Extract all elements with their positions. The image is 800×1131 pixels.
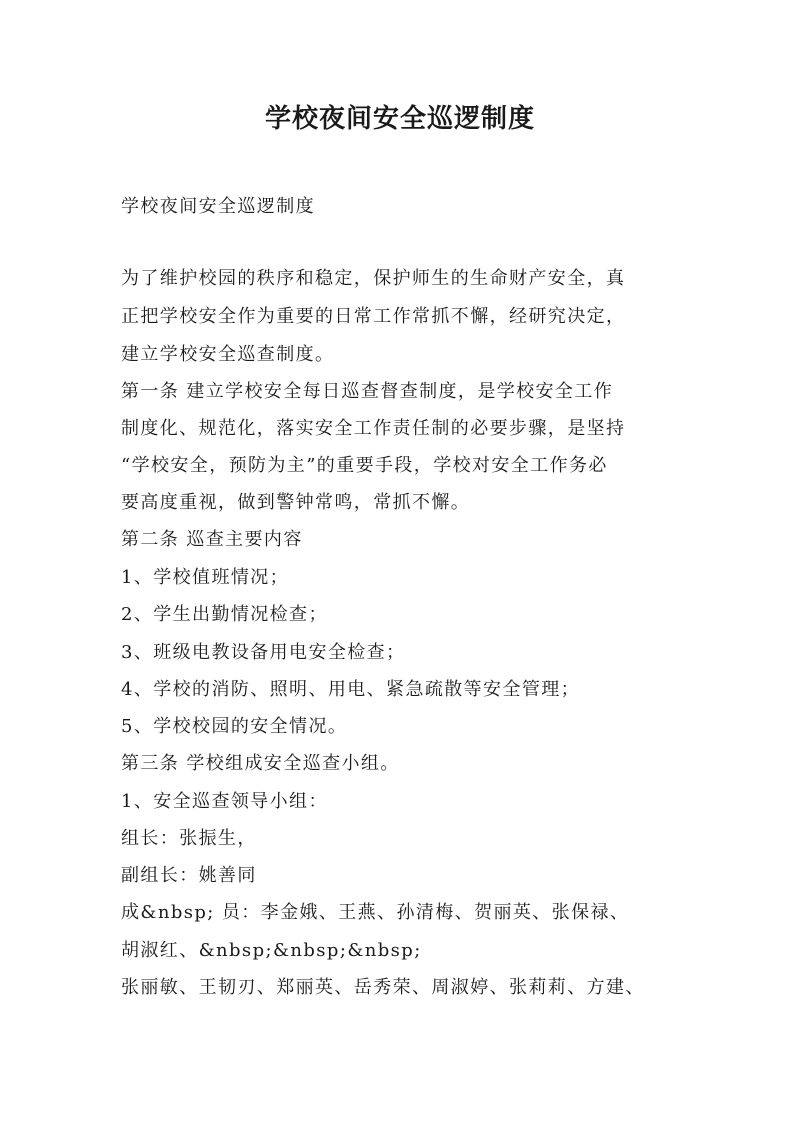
- body-line: 建立学校安全巡查制度。: [121, 344, 335, 365]
- body-line: 正把学校安全作为重要的日常工作常抓不懈，经研究决定，: [121, 306, 626, 327]
- body-line: 1、学校值班情况；: [121, 567, 290, 588]
- body-line: 4、学校的消防、照明、用电、紧急疏散等安全管理；: [121, 679, 581, 700]
- document-title: 学校夜间安全巡逻制度: [264, 104, 535, 134]
- body-line: 为了维护校园的秩序和稳定，保护师生的生命财产安全，真: [121, 268, 626, 289]
- body-line: “学校安全，预防为主”的重要手段，学校对安全工作务必: [121, 455, 608, 476]
- document-subtitle: 学校夜间安全巡逻制度: [121, 196, 315, 217]
- body-line: 胡淑红、&nbsp;&nbsp;&nbsp;: [121, 940, 422, 961]
- body-line: 张丽敏、王韧刃、郑丽英、岳秀荣、周淑婷、张莉莉、方建、: [121, 977, 645, 998]
- body-line: 5、学校校园的安全情况。: [121, 716, 348, 737]
- body-line: 要高度重视，做到警钟常鸣，常抓不懈。: [121, 492, 471, 513]
- body-line: 第三条 学校组成安全巡查小组。: [121, 753, 400, 774]
- body-line: 副组长：姚善同: [121, 865, 257, 886]
- body-line: 1、安全巡查领导小组：: [121, 791, 328, 812]
- body-line: 2、学生出勤情况检查；: [121, 604, 328, 625]
- body-line: 第一条 建立学校安全每日巡查督查制度，是学校安全工作: [121, 381, 614, 402]
- body-line: 第二条 巡查主要内容: [121, 529, 303, 550]
- body-line: 组长：张振生，: [121, 828, 257, 849]
- body-line: 3、班级电教设备用电安全检查；: [121, 642, 406, 663]
- body-line: 成&nbsp; 员：李金娥、王燕、孙清梅、贺丽英、张保禄、: [121, 902, 630, 923]
- body-line: 制度化、规范化，落实安全工作责任制的必要步骤，是坚持: [121, 418, 626, 439]
